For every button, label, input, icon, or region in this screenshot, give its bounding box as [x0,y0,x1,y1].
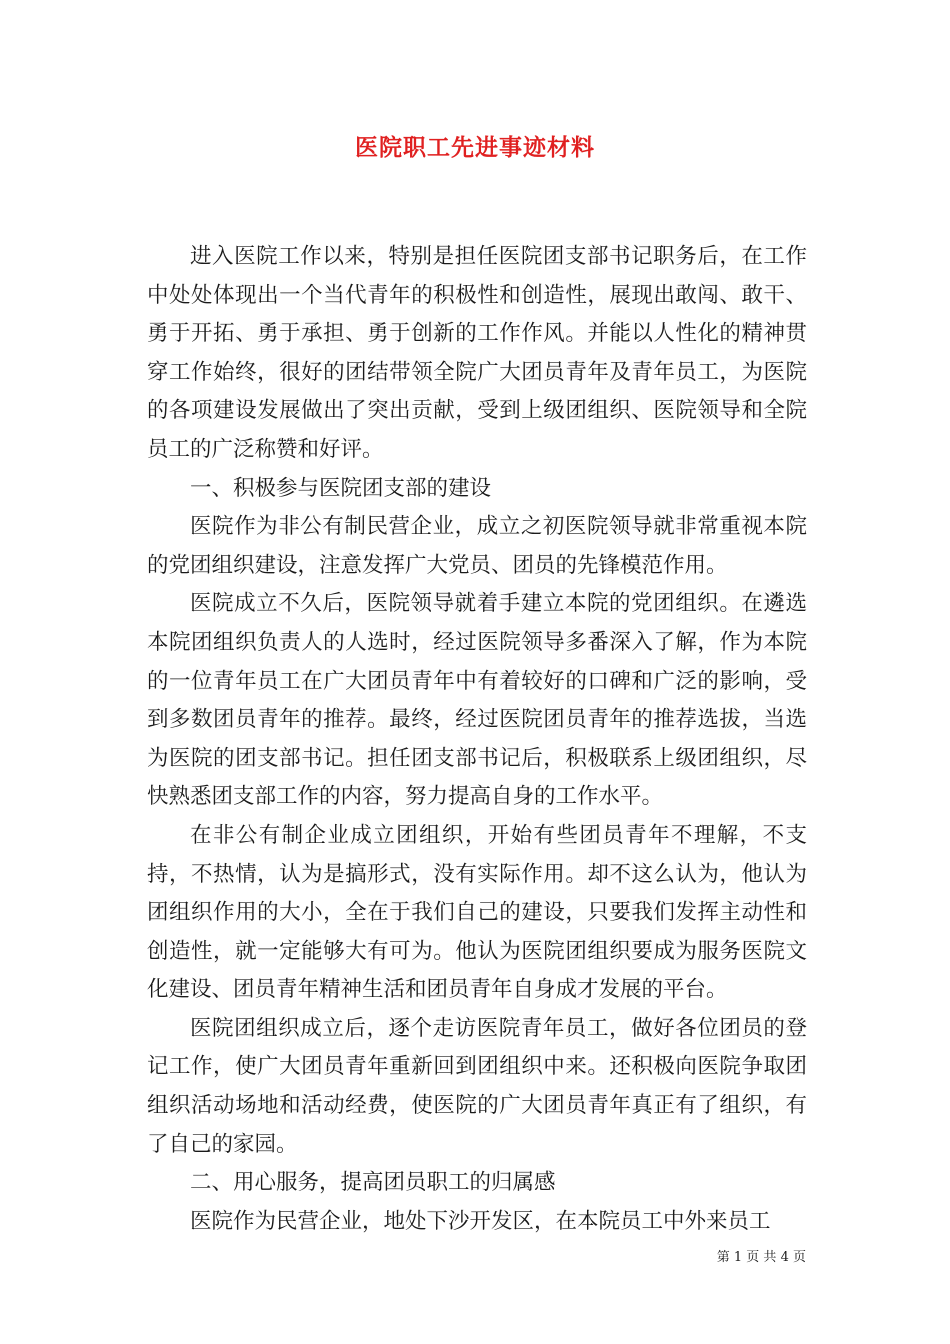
page-footer [0,1246,806,1265]
paragraph-intro: 进入医院工作以来，特别是担任医院团支部书记职务后，在工作中处处体现出一个当代青年的积极性和创造性，展现出敢闯、敢干、勇于开拓、勇于承担、勇于创新的工作作风。并能以人性化的精神贯穿工作始终，很好的团结带领全院广大团员青年及青年员工，为医院的各项建设发展做出了突出贡献，受到上级团组织、医院领导和全院员工的广泛称赞和好评。 [147,244,807,462]
paragraph: 医院成立不久后，医院领导就着手建立本院的党团组织。在遴选本院团组织负责人的人选时，经过医院领导多番深入了解，作为本院的一位青年员工在广大团员青年中有着较好的口碑和广泛的影响，受到多数团员青年的推荐。最终，经过医院团员青年的推荐选拔，当选为医院的团支部书记。担任团支部书记后，积极联系上级团组织，尽快熟悉团支部工作的内容，努力提高自身的工作水平。 [147,591,807,810]
footer-current-page: 1 [733,1250,743,1265]
footer-suffix: 页 [792,1250,806,1265]
footer-middle: 页 共 [746,1250,777,1265]
document-body [147,238,807,1241]
paragraph: 在非公有制企业成立团组织，开始有些团员青年不理解，不支持，不热情，认为是搞形式，没有实际作用。却不这么认为，他认为团组织作用的大小，全在于我们自己的建设，只要我们发挥主动性和创造性，就一定能够大有可为。他认为医院团组织要成为服务医院文化建设、团员青年精神生活和团员青年自身成才发展的平台。 [147,822,807,1003]
footer-prefix: 第 [716,1250,730,1265]
paragraph: 医院团组织成立后，逐个走访医院青年员工，做好各位团员的登记工作，使广大团员青年重新回到团组织中来。还积极向医院争取团组织活动场地和活动经费，使医院的广大团员青年真正有了组织，有了自己的家园。 [147,1015,807,1157]
document-title: 医院职工先进事迹材料 [355,134,595,161]
section-heading-1: 一、积极参与医院团支部的建设 [190,475,492,501]
paragraph: 医院作为民营企业，地处下沙开发区，在本院员工中外来员工 [190,1208,771,1234]
paragraph: 医院作为非公有制民营企业，成立之初医院领导就非常重视本院的党团组织建设，注意发挥广大党员、团员的先锋模范作用。 [147,514,807,578]
section-heading-2: 二、用心服务，提高团员职工的归属感 [190,1170,556,1196]
footer-total-pages: 4 [780,1250,789,1265]
